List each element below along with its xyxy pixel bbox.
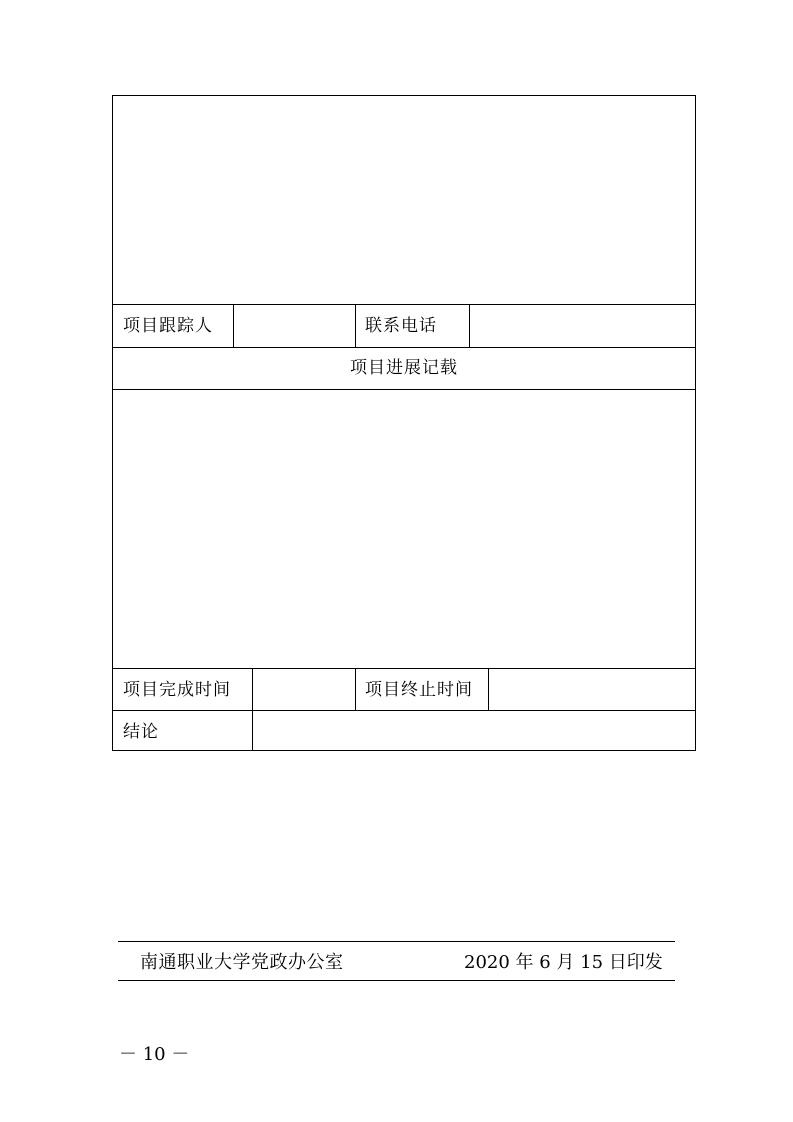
column-divider <box>488 668 489 710</box>
project-tracking-table <box>112 95 696 751</box>
column-divider <box>233 304 234 347</box>
completion-time-label: 项目完成时间 <box>123 680 231 700</box>
tracker-label: 项目跟踪人 <box>123 316 213 336</box>
conclusion-field[interactable] <box>262 722 682 742</box>
column-divider <box>469 304 470 347</box>
phone-label: 联系电话 <box>365 316 437 336</box>
column-divider <box>252 668 253 750</box>
completion-time-field[interactable] <box>262 680 352 700</box>
progress-title: 项目进展记载 <box>350 358 458 378</box>
column-divider <box>355 304 356 347</box>
row-divider <box>113 710 695 711</box>
issuer-name: 南通职业大学党政办公室 <box>140 952 344 973</box>
termination-time-label: 项目终止时间 <box>365 680 473 700</box>
footer-top-rule <box>118 941 675 942</box>
phone-field[interactable] <box>479 316 679 336</box>
row-divider <box>113 347 695 348</box>
page-number: － 10 － <box>119 1044 190 1065</box>
conclusion-label: 结论 <box>123 722 159 742</box>
footer-bottom-rule <box>118 980 675 981</box>
tracker-field[interactable] <box>243 316 343 336</box>
row-divider <box>113 304 695 305</box>
top-content-area[interactable] <box>113 96 695 304</box>
column-divider <box>355 668 356 710</box>
termination-time-field[interactable] <box>498 680 688 700</box>
issue-date: 2020 年 6 月 15 日印发 <box>464 952 663 973</box>
progress-content-field[interactable] <box>113 390 695 667</box>
row-divider <box>113 668 695 669</box>
